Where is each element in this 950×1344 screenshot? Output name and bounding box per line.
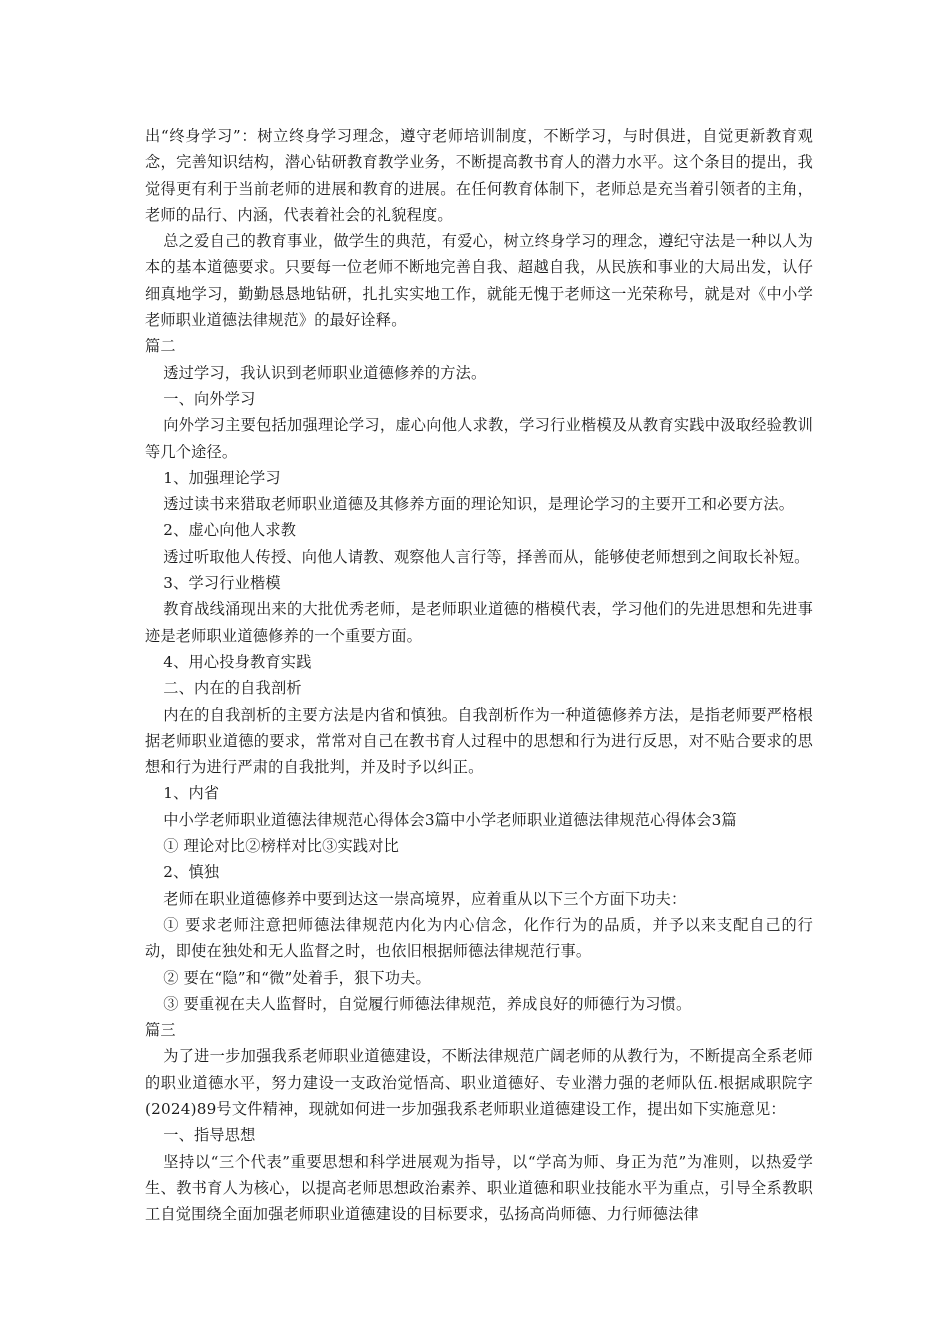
paragraph: 透过听取他人传授、向他人请教、观察他人言行等，择善而从，能够使老师想到之间取长补短。 [163, 547, 810, 566]
subheading: 2、虚心向他人求教 [163, 521, 297, 540]
paragraph: 内在的自我剖析的主要方法是内省和慎独。自我剖析作为一种道德修养方法，是指老师要严格根据老师职业道德的要求，常常对自己在教书育人过程中的思想和行为进行反思，对不贴合要求的思想和行为进行严肃的自我批判，并及时予以纠正。 [145, 705, 813, 777]
subheading: 3、学习行业楷模 [163, 574, 281, 593]
paragraph: 中小学老师职业道德法律规范心得体会3篇中小学老师职业道德法律规范心得体会3篇 [163, 810, 737, 829]
subheading: 1、内省 [163, 784, 220, 803]
subheading: 一、向外学习 [163, 389, 256, 408]
subheading: 4、用心投身教育实践 [163, 652, 312, 671]
subheading: 一、指导思想 [163, 1126, 256, 1145]
subheading: 1、加强理论学习 [163, 468, 281, 487]
section-heading: 篇三 [145, 1021, 176, 1040]
paragraph: 出“终身学习”：树立终身学习理念，遵守老师培训制度，不断学习，与时俱进，自觉更新教育观念，完善知识结构，潜心钻研教育教学业务，不断提高教书育人的潜力水平。这个条目的提出，我觉得更有利于当前老师的进展和教育的进展。在任何教育体制下，老师总是充当着引领者的主角，老师的品行、内涵，代表着社会的礼貌程度。 [145, 127, 813, 224]
paragraph: ① 要求老师注意把师德法律规范内化为内心信念，化作行为的品质，并予以来支配自己的行动，即使在独处和无人监督之时，也依旧根据师德法律规范行事。 [145, 915, 813, 961]
paragraph: ③ 要重视在夫人监督时，自觉履行师德法律规范，养成良好的师德行为习惯。 [163, 994, 692, 1013]
subheading: 二、内在的自我剖析 [163, 679, 302, 698]
paragraph: 透过学习，我认识到老师职业道德修养的方法。 [163, 363, 487, 382]
paragraph: 老师在职业道德修养中要到达这一崇高境界，应着重从以下三个方面下功夫： [163, 889, 687, 908]
paragraph: 为了进一步加强我系老师职业道德建设，不断法律规范广阔老师的从教行为，不断提高全系老师的职业道德水平，努力建设一支政治觉悟高、职业道德好、专业潜力强的老师队伍.根据咸职院字(2024)89号文件精神，现就如何进一步加强我系老师职业道德建设工作，提出如下实施意见： [145, 1047, 813, 1118]
paragraph: ② 要在“隐”和“微”处着手，狠下功夫。 [163, 968, 431, 987]
paragraph: ① 理论对比②榜样对比③实践对比 [163, 837, 400, 856]
paragraph: 坚持以“三个代表”重要思想和科学进展观为指导，以“学高为师、身正为范”为准则，以热爱学生、教书育人为核心，以提高老师思想政治素养、职业道德和职业技能水平为重点，引导全系教职工自觉围绕全面加强老师职业道德建设的目标要求，弘扬高尚师德、力行师德法律 [145, 1152, 813, 1224]
document-body [145, 123, 813, 1227]
paragraph: 教育战线涌现出来的大批优秀老师，是老师职业道德的楷模代表，学习他们的先进思想和先进事迹是老师职业道德修养的一个重要方面。 [145, 600, 813, 645]
paragraph: 总之爱自己的教育事业，做学生的典范，有爱心，树立终身学习的理念，遵纪守法是一种以人为本的基本道德要求。只要每一位老师不断地完善自我、超越自我，从民族和事业的大局出发，认仔细真地学习，勤勤恳恳地钻研，扎扎实实地工作，就能无愧于老师这一光荣称号，就是对《中小学老师职业道德法律规范》的最好诠释。 [145, 232, 813, 330]
paragraph: 向外学习主要包括加强理论学习，虚心向他人求教，学习行业楷模及从教育实践中汲取经验教训等几个途径。 [145, 416, 813, 461]
subheading: 2、慎独 [163, 863, 220, 882]
section-heading: 篇二 [145, 337, 176, 356]
paragraph: 透过读书来猎取老师职业道德及其修养方面的理论知识，是理论学习的主要开工和必要方法。 [163, 495, 795, 514]
